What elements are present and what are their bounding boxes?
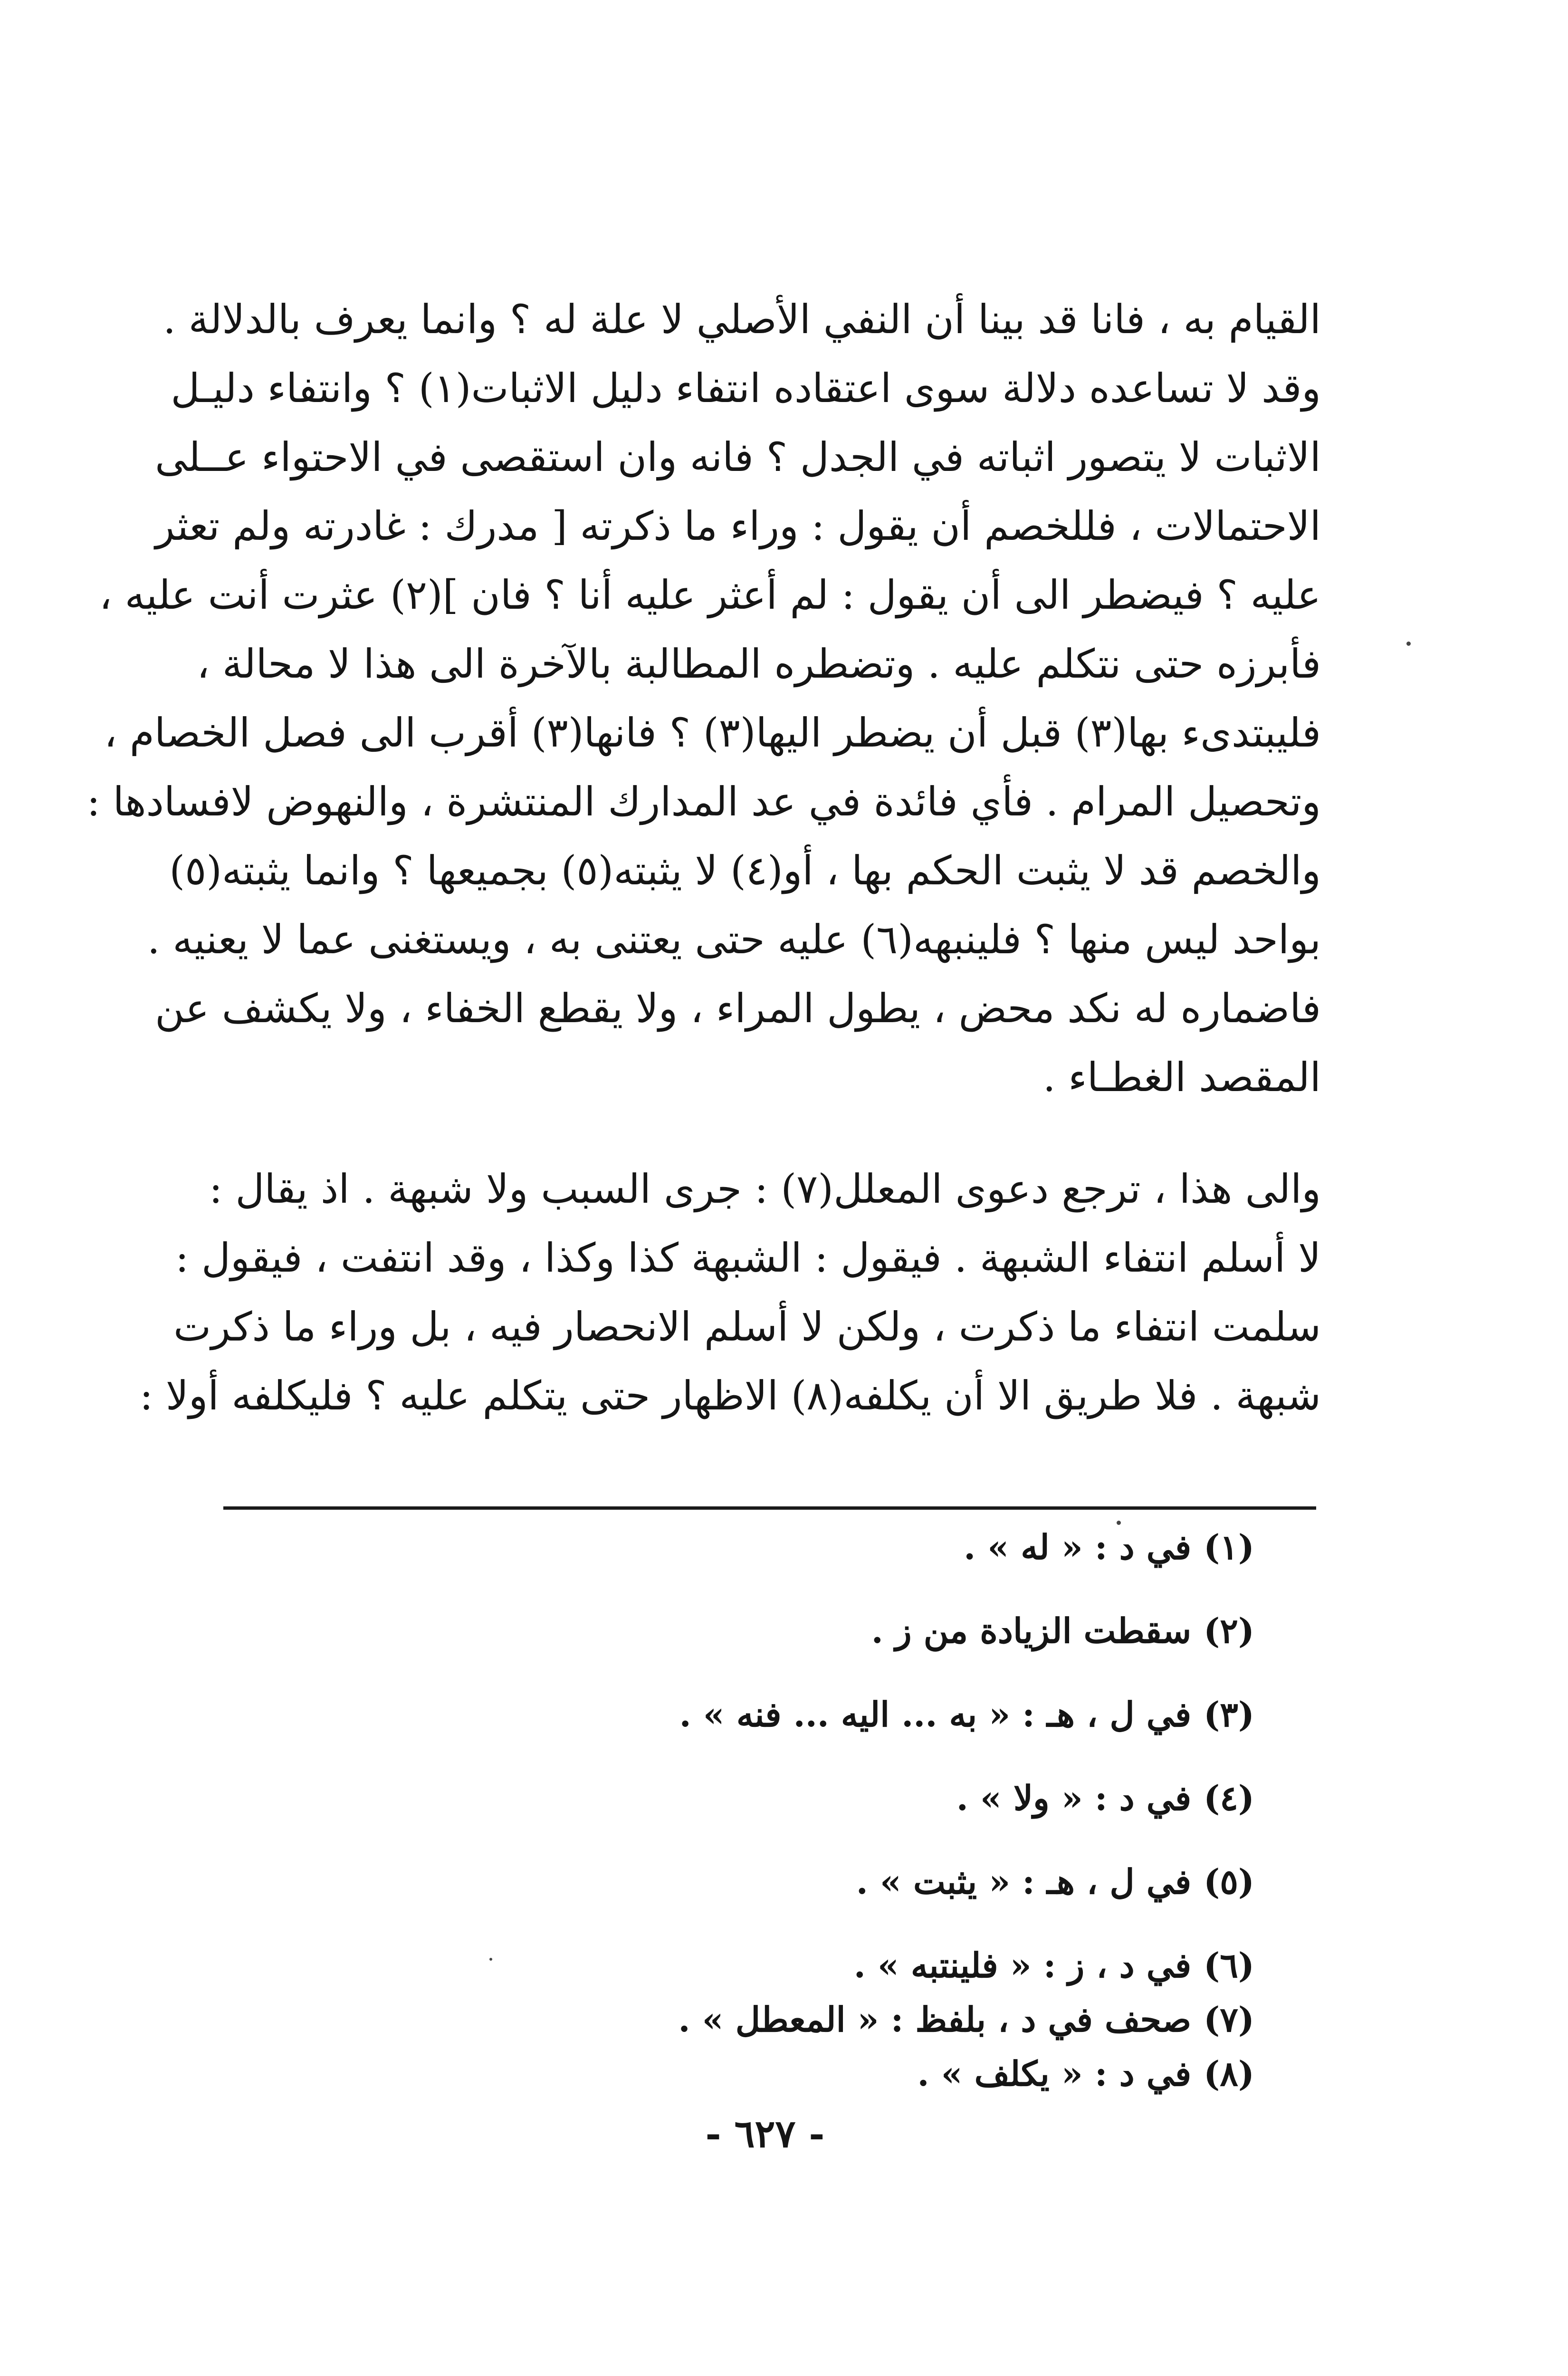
footnote-separator	[223, 1506, 1316, 1510]
footnote-text: في د ، ز : « فلينتبه » .	[853, 1945, 1192, 1985]
footnote	[570, 2052, 1254, 2096]
scan-speck	[489, 1958, 492, 1961]
footnote-text: في د : « ولا » .	[956, 1778, 1192, 1818]
text-line: القيام به ، فانا قد بينا أن النفي الأصلي لا علة له ؟ وانما يعرف بالدلالة .	[163, 296, 1321, 343]
footnote-text: في د : « له » .	[964, 1527, 1192, 1567]
footnote-text: صحف في د ، بلفظ : « المعطل » .	[678, 1999, 1192, 2040]
footnote-text: في ل ، هـ : « به ... اليه ... فنه » .	[679, 1694, 1192, 1734]
text-line: فليبتدىء بها(٣) قبل أن يضطر اليها(٣) ؟ فانها(٣) أقرب الى فصل الخصام ،	[104, 709, 1321, 756]
text-line: عليه ؟ فيضطر الى أن يقول : لم أعثر عليه أنا ؟ فان ](٢) عثرت أنت عليه ،	[99, 572, 1321, 618]
page-number: - ٦٢٧ -	[705, 2111, 825, 2156]
text-line: فأبرزه حتى نتكلم عليه . وتضطره المطالبة بالآخرة الى هذا لا محالة ،	[197, 641, 1321, 687]
scan-speck	[1117, 1521, 1121, 1525]
text-line: شبهة . فلا طريق الا أن يكلفه(٨) الاظهار حتى يتكلم عليه ؟ فليكلفه أولا :	[139, 1372, 1321, 1419]
footnote-text: في ل ، هـ : « يثبت » .	[856, 1861, 1192, 1902]
footnote	[570, 1776, 1254, 1820]
footnote-text: سقطت الزيادة من ز .	[871, 1610, 1192, 1651]
text-line: وقد لا تساعده دلالة سوى اعتقاده انتفاء دليل الاثبات(١) ؟ وانتفاء دليـل	[171, 365, 1321, 412]
footnote	[570, 1525, 1254, 1569]
paragraph-break	[209, 1112, 1321, 1155]
footnote	[570, 1998, 1254, 2041]
text-line: وتحصيل المرام . فأي فائدة في عد المدارك المنتشرة ، والنهوض لافسادها :	[86, 778, 1321, 825]
footnote	[570, 1860, 1254, 1904]
footnote-number: (٢)	[1204, 1610, 1254, 1651]
footnote	[570, 1944, 1254, 1987]
main-text	[86, 285, 1321, 1430]
text-line: المقصد الغطـاء .	[1042, 1054, 1321, 1101]
footnote-text: في د : « يكلف » .	[917, 2053, 1192, 2094]
footnote-number: (٨)	[1204, 2053, 1254, 2094]
text-line: سلمت انتفاء ما ذكرت ، ولكن لا أسلم الانحصار فيه ، بل وراء ما ذكرت	[173, 1303, 1321, 1350]
footnote-number: (٥)	[1204, 1861, 1254, 1902]
text-line: فاضماره له نكد محض ، يطول المراء ، ولا يقطع الخفاء ، ولا يكشف عن	[155, 985, 1321, 1032]
text-line: الاثبات لا يتصور اثباته في الجدل ؟ فانه وان استقصى في الاحتواء عــلى	[155, 434, 1321, 480]
footnote-number: (٦)	[1204, 1945, 1254, 1985]
footnote-number: (٧)	[1204, 1999, 1254, 2040]
footnotes	[570, 1525, 1254, 2106]
footnote	[570, 1609, 1254, 1653]
text-line: والخصم قد لا يثبت الحكم بها ، أو(٤) لا يثبته(٥) بجميعها ؟ وانما يثبته(٥)	[169, 847, 1321, 894]
footnote	[570, 1693, 1254, 1736]
scan-speck	[1406, 642, 1411, 646]
text-line: والى هذا ، ترجع دعوى المعلل(٧) : جرى السبب ولا شبهة . اذ يقال :	[209, 1166, 1321, 1212]
footnote-number: (٤)	[1204, 1778, 1254, 1818]
footnote-number: (١)	[1204, 1527, 1254, 1567]
footnote-number: (٣)	[1204, 1694, 1254, 1734]
text-line: لا أسلم انتفاء الشبهة . فيقول : الشبهة كذا وكذا ، وقد انتفت ، فيقول :	[175, 1235, 1321, 1281]
text-line: بواحد ليس منها ؟ فلينبهه(٦) عليه حتى يعتنى به ، ويستغنى عما لا يعنيه .	[147, 916, 1321, 963]
text-line: الاحتمالات ، فللخصم أن يقول : وراء ما ذكرته [ مدرك : غادرته ولم تعثر	[155, 503, 1321, 549]
